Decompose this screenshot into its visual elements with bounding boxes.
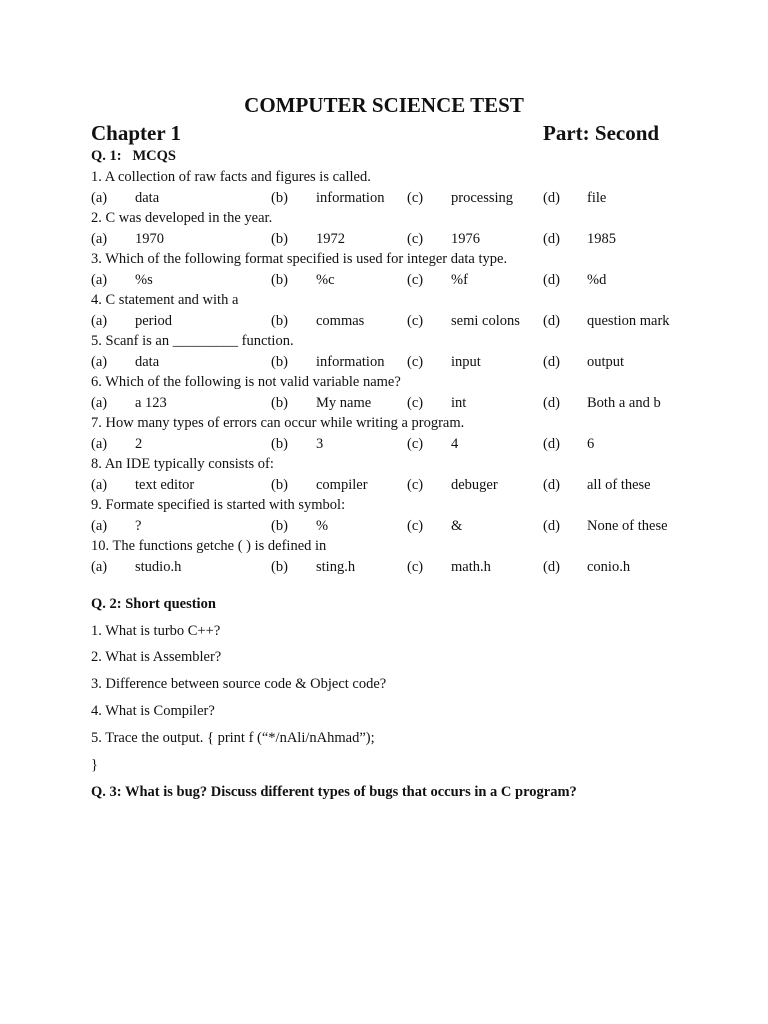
mcq-question-text: 9. Formate specified is started with symbol:	[91, 497, 346, 513]
short-question-item: 4. What is Compiler?	[91, 703, 215, 719]
mcq-option-letter: (a)	[91, 312, 108, 329]
mcq-option-text: 3	[316, 435, 324, 452]
mcq-option-letter: (b)	[271, 476, 288, 493]
mcq-option-text: question mark	[587, 312, 670, 329]
mcq-option-letter: (d)	[543, 353, 560, 370]
mcq-question-text: 2. C was developed in the year.	[91, 210, 273, 226]
mcq-option-text: debuger	[451, 476, 498, 493]
mcq-option-text: math.h	[451, 558, 491, 575]
mcq-option-text: data	[135, 189, 160, 206]
mcq-option-text: &	[451, 517, 463, 534]
mcq-option-letter: (d)	[543, 435, 560, 452]
short-question-item: 2. What is Assembler?	[91, 649, 222, 665]
chapter-label: Chapter 1	[91, 121, 182, 145]
mcq-option-letter: (a)	[91, 230, 108, 247]
mcq-option-text: conio.h	[587, 558, 631, 575]
mcq-option-text: compiler	[316, 476, 368, 493]
mcq-option-text: %f	[451, 271, 468, 288]
mcq-option-text: period	[135, 312, 173, 329]
mcq-option-letter: (b)	[271, 558, 288, 575]
mcq-question-text: 3. Which of the following format specified is used for integer data type.	[91, 251, 508, 267]
mcq-option-letter: (a)	[91, 353, 108, 370]
mcq-option-text: 6	[587, 435, 595, 452]
mcq-option-letter: (a)	[91, 394, 108, 411]
mcq-question-text: 10. The functions getche ( ) is defined in	[91, 538, 327, 554]
mcq-option-text: 1985	[587, 230, 616, 247]
mcq-option-letter: (c)	[407, 476, 424, 493]
mcq-option-letter: (b)	[271, 394, 288, 411]
mcq-option-text: text editor	[135, 476, 195, 493]
mcq-option-letter: (d)	[543, 558, 560, 575]
mcq-option-text: 1970	[135, 230, 164, 247]
q1-heading	[91, 147, 176, 165]
mcq-option-text: output	[587, 353, 625, 370]
mcq-option-text: 4	[451, 435, 459, 452]
page-title: COMPUTER SCIENCE TEST	[244, 93, 524, 117]
short-question-item: 1. What is turbo C++?	[91, 623, 221, 639]
mcq-option-letter: (a)	[91, 476, 108, 493]
mcq-option-text: processing	[451, 189, 514, 206]
q1-number: Q. 1:	[91, 148, 122, 164]
mcq-option-letter: (c)	[407, 394, 424, 411]
mcq-option-text: Both a and b	[587, 394, 661, 411]
mcq-option-letter: (c)	[407, 230, 424, 247]
mcq-option-text: input	[451, 353, 481, 370]
mcq-option-letter: (d)	[543, 517, 560, 534]
mcq-option-letter: (c)	[407, 435, 424, 452]
mcq-option-letter: (a)	[91, 435, 108, 452]
mcq-option-letter: (d)	[543, 312, 560, 329]
mcq-option-letter: (b)	[271, 189, 288, 206]
mcq-option-text: studio.h	[135, 558, 182, 575]
q1-title: MCQS	[132, 148, 176, 164]
part-label: Part: Second	[543, 121, 660, 145]
mcq-option-letter: (c)	[407, 271, 424, 288]
mcq-option-text: file	[587, 189, 607, 206]
mcq-question-text: 7. How many types of errors can occur while writing a program.	[91, 415, 465, 431]
mcq-option-letter: (b)	[271, 435, 288, 452]
mcq-option-text: 1972	[316, 230, 345, 247]
mcq-option-text: My name	[316, 394, 372, 411]
mcq-option-letter: (c)	[407, 517, 424, 534]
mcq-option-letter: (b)	[271, 271, 288, 288]
mcq-option-letter: (d)	[543, 394, 560, 411]
mcq-option-text: ?	[135, 517, 142, 534]
mcq-option-text: 1976	[451, 230, 480, 247]
mcq-option-text: %	[316, 517, 329, 534]
mcq-option-text: commas	[316, 312, 365, 329]
mcq-question-text: 5. Scanf is an _________ function.	[91, 333, 294, 349]
q3-heading: Q. 3: What is bug? Discuss different types of bugs that occurs in a C program?	[91, 784, 577, 800]
mcq-option-letter: (a)	[91, 517, 108, 534]
mcq-option-letter: (d)	[543, 476, 560, 493]
mcq-option-letter: (c)	[407, 189, 424, 206]
mcq-option-text: all of these	[587, 476, 651, 493]
mcq-question-text: 8. An IDE typically consists of:	[91, 456, 274, 472]
mcq-option-text: information	[316, 189, 385, 206]
short-question-item: }	[91, 757, 98, 773]
mcq-question-text: 4. C statement and with a	[91, 292, 239, 308]
mcq-option-letter: (b)	[271, 312, 288, 329]
mcq-option-text: None of these	[587, 517, 668, 534]
short-question-item: 5. Trace the output. { print f (“*/nAli/nAhmad”);	[91, 730, 375, 746]
mcq-option-letter: (c)	[407, 312, 424, 329]
mcq-option-letter: (c)	[407, 558, 424, 575]
mcq-option-letter: (d)	[543, 271, 560, 288]
mcq-option-letter: (d)	[543, 189, 560, 206]
mcq-option-letter: (c)	[407, 353, 424, 370]
mcq-option-text: data	[135, 353, 160, 370]
mcq-option-letter: (a)	[91, 558, 108, 575]
mcq-option-text: %s	[135, 271, 153, 288]
mcq-question-text: 6. Which of the following is not valid variable name?	[91, 374, 401, 390]
mcq-option-letter: (b)	[271, 230, 288, 247]
mcq-option-text: a 123	[135, 394, 167, 411]
mcq-option-letter: (b)	[271, 353, 288, 370]
short-question-item: 3. Difference between source code & Object code?	[91, 676, 387, 692]
mcq-option-letter: (b)	[271, 517, 288, 534]
mcq-option-text: sting.h	[316, 558, 356, 575]
mcq-question-text: 1. A collection of raw facts and figures is called.	[91, 169, 371, 185]
mcq-option-text: information	[316, 353, 385, 370]
mcq-option-letter: (a)	[91, 189, 108, 206]
mcq-option-text: %d	[587, 271, 607, 288]
mcq-option-text: semi colons	[451, 312, 520, 329]
mcq-option-letter: (a)	[91, 271, 108, 288]
mcq-option-text: 2	[135, 435, 143, 452]
mcq-option-text: %c	[316, 271, 335, 288]
mcq-option-text: int	[451, 394, 467, 411]
q2-heading: Q. 2: Short question	[91, 596, 216, 612]
mcq-option-letter: (d)	[543, 230, 560, 247]
